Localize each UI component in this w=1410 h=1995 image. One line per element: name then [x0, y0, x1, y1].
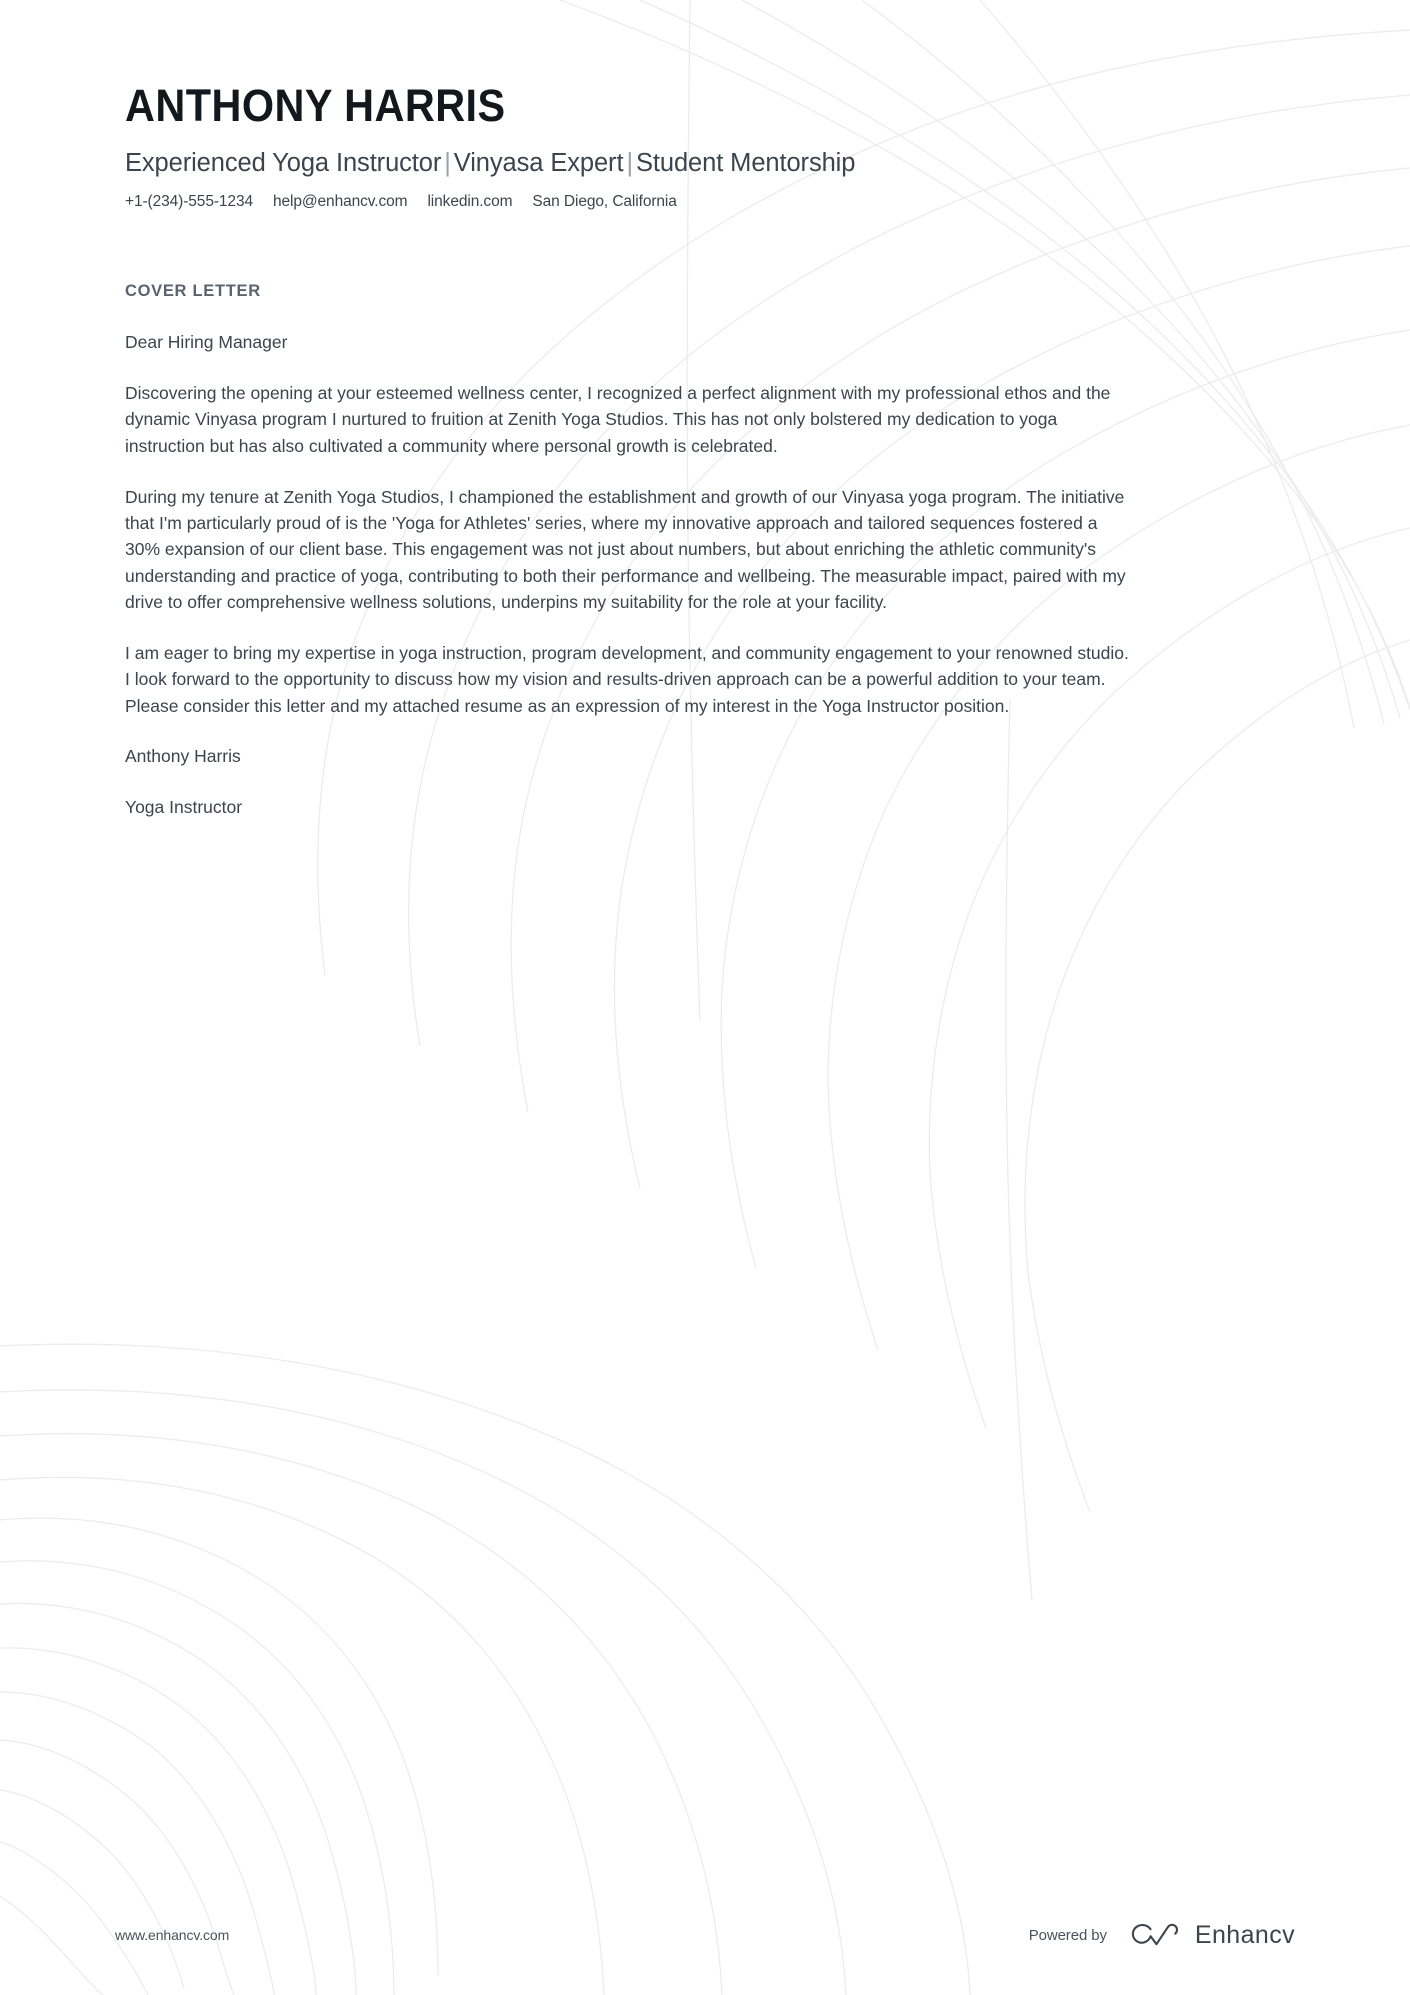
job-title-divider-1: |	[444, 148, 451, 177]
page-title: ANTHONY HARRIS	[125, 80, 506, 131]
powered-by-label: Powered by	[1028, 1926, 1107, 1944]
job-title-divider-2: |	[626, 148, 633, 177]
signature-block	[125, 744, 1285, 821]
contact-email[interactable]: help@enhancv.com	[272, 192, 408, 210]
job-title-line	[125, 148, 1285, 178]
footer-website-url[interactable]: www.enhancv.com	[115, 1927, 230, 1943]
contact-info-row	[125, 192, 1285, 212]
letter-paragraph: During my tenure at Zenith Yoga Studios, I championed the establishment and growth of our Vinyasa yoga program. The initiative that I'm particularly proud of is the 'Yoga for Athletes' series, where my innovative approach and tailored sequences fostered a 30% expansion of our client base. This engagement was not just about numbers, but about enriching the athletic community's understanding and practice of yoga, contributing to both their performance and wellbeing. The measurable impact, paired with my drive to offer comprehensive wellness solutions, underpins my suitability for the role at your facility.	[125, 486, 1126, 612]
contact-phone: +1-(234)-555-1234	[125, 192, 253, 210]
page-footer	[0, 1875, 1410, 1995]
signature-role: Yoga Instructor	[125, 797, 243, 818]
section-heading-cover-letter: COVER LETTER	[125, 281, 261, 300]
letter-salutation: Dear Hiring Manager	[125, 331, 288, 352]
job-title-part-3: Student Mentorship	[635, 148, 856, 177]
cover-letter-section	[125, 282, 1285, 821]
enhancv-brand-name: Enhancv	[1194, 1920, 1295, 1949]
enhancv-brand[interactable]	[1129, 1920, 1295, 1950]
document-content	[0, 0, 1410, 821]
enhancv-logo-icon	[1129, 1920, 1181, 1950]
letter-paragraph: I am eager to bring my expertise in yoga instruction, program development, and community engagement to your renowned studio. I look forward to the opportunity to discuss how my vision and results-driven approach can be a powerful addition to your team. Please consider this letter and my attached resume as an expression of my interest in the Yoga Instructor position.	[125, 643, 1129, 716]
signature-name: Anthony Harris	[125, 745, 241, 766]
letter-paragraph: Discovering the opening at your esteemed wellness center, I recognized a perfect alignment with my professional ethos and the dynamic Vinyasa program I nurtured to fruition at Zenith Yoga Studios. This has not only bolstered my dedication to yoga instruction but has also cultivated a community where personal growth is celebrated.	[125, 383, 1111, 456]
powered-by-group	[1029, 1920, 1295, 1950]
job-title-part-1: Experienced Yoga Instructor	[125, 148, 442, 177]
contact-location: San Diego, California	[532, 192, 677, 210]
contact-linkedin[interactable]: linkedin.com	[427, 192, 513, 210]
document-header	[125, 0, 1285, 212]
job-title-part-2: Vinyasa Expert	[453, 148, 624, 177]
